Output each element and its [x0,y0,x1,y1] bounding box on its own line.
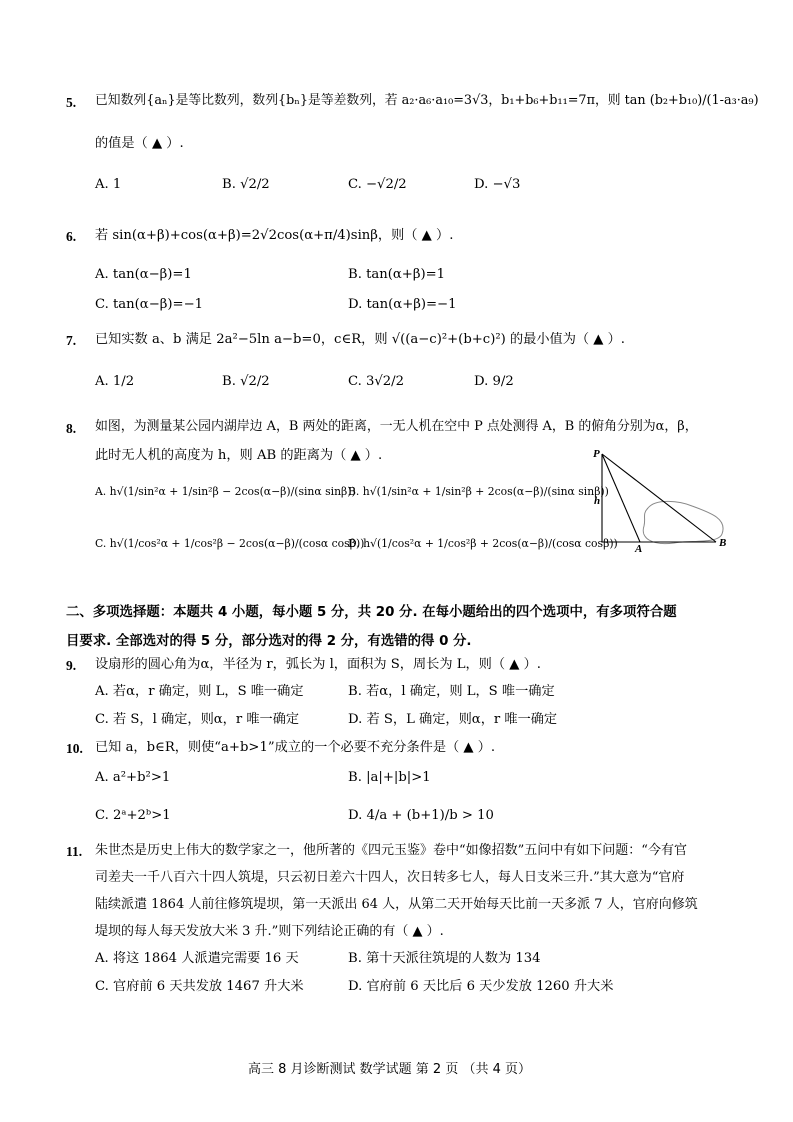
q6-option-c: C. tan(α−β)=−1 [95,297,204,312]
q5-stem-tail: 的值是（ ▲ ）. [95,136,184,151]
q6-option-d: D. tan(α+β)=−1 [348,297,457,312]
q6-option-a: A. tan(α−β)=1 [95,267,192,282]
q8-option-c: C. h√(1/cos²α + 1/cos²β − 2cos(α−β)/(cosα cosβ)) [95,537,365,550]
q10-option-a: A. a²+b²>1 [95,770,171,785]
q7-option-a: A. 1/2 [95,374,135,389]
q11-option-c: C. 官府前 6 天共发放 1467 升大米 [95,979,304,994]
q5-option-d: D. −√3 [474,177,521,192]
q10-option-b: B. |a|+|b|>1 [348,770,431,785]
q7-option-c: C. 3√2/2 [348,374,405,389]
q7-number: 7. [66,333,77,348]
label-p: P [593,448,600,460]
label-a: A [635,543,643,555]
q11-option-b: B. 第十天派往筑堤的人数为 134 [348,951,541,966]
q9-option-d: D. 若 S，L 确定，则α，r 唯一确定 [348,712,558,727]
q6-stem: 若 sin(α+β)+cos(α+β)=2√2cos(α+π/4)sinβ，则（ ▲ ）. [95,228,454,243]
q8-option-b: B. h√(1/sin²α + 1/sin²β + 2cos(α−β)/(sinα sinβ)) [348,485,609,498]
q7-option-d: D. 9/2 [474,374,514,389]
lake-outline [643,501,723,543]
section2-heading-tail: 目要求. 全部选对的得 5 分，部分选对的得 2 分，有选错的得 0 分. [66,634,472,649]
q7-option-b: B. √2/2 [222,374,270,389]
q8-number: 8. [66,421,77,436]
q9-option-c: C. 若 S，l 确定，则α，r 唯一确定 [95,712,300,727]
q6-number: 6. [66,229,77,244]
q11-stem-line4: 堤坝的每人每天发放大米 3 升.”则下列结论正确的有（ ▲ ）. [95,924,444,939]
q11-stem-line3: 陆续派遣 1864 人前往修筑堤坝，第一天派出 64 人，从第二天开始每天比前一天多派 7 人，官府向修筑 [95,897,698,912]
q11-stem-line1: 朱世杰是历史上伟大的数学家之一，他所著的《四元玉鉴》卷中“如像招数”五问中有如下问题：“今有官 [95,843,687,858]
q8-stem-tail: 此时无人机的高度为 h，则 AB 的距离为（ ▲ ）. [95,448,383,463]
q10-option-c: C. 2ᵃ+2ᵇ>1 [95,808,171,823]
q5-number: 5. [66,95,77,110]
label-h: h [594,495,601,507]
q8-stem: 如图，为测量某公园内湖岸边 A，B 两处的距离，一无人机在空中 P 点处测得 A，B 的俯角分别为α，β， [95,419,698,434]
q7-stem: 已知实数 a、b 满足 2a²−5ln a−b=0，c∈R，则 √((a−c)²+(b+c)²) 的最小值为（ ▲ ）. [95,332,625,347]
q6-option-b: B. tan(α+β)=1 [348,267,446,282]
q11-number: 11. [66,844,83,859]
q9-option-b: B. 若α，l 确定，则 L，S 唯一确定 [348,684,555,699]
q8-option-a: A. h√(1/sin²α + 1/sin²β − 2cos(α−β)/(sinα sinβ)) [95,485,356,498]
q8-option-d: D. h√(1/cos²α + 1/cos²β + 2cos(α−β)/(cosα cosβ)) [348,537,618,550]
q8-figure [590,446,735,558]
segment-pa [602,454,640,542]
q5-option-b: B. √2/2 [222,177,270,192]
q11-stem-line2: 司差夫一千八百六十四人筑堤，只云初日差六十四人，次日转多七人，每人日支米三升.”其大意为“官府 [95,870,685,885]
q5-option-a: A. 1 [95,177,122,192]
q10-stem: 已知 a，b∈R，则使“a+b>1”成立的一个必要不充分条件是（ ▲ ）. [95,740,496,755]
q9-stem: 设扇形的圆心角为α，半径为 r，弧长为 l，面积为 S，周长为 L，则（ ▲ ）. [95,657,541,672]
segment-pb [602,454,716,542]
q11-option-d: D. 官府前 6 天比后 6 天少发放 1260 升大米 [348,979,614,994]
label-b: B [719,537,727,549]
section2-heading: 二、多项选择题：本题共 4 小题，每小题 5 分，共 20 分. 在每小题给出的四个选项中，有多项符合题 [66,605,677,620]
q9-option-a: A. 若α，r 确定，则 L，S 唯一确定 [95,684,304,699]
q10-number: 10. [66,741,83,756]
q9-number: 9. [66,658,77,673]
q5-option-c: C. −√2/2 [348,177,407,192]
q11-option-a: A. 将这 1864 人派遣完需要 16 天 [95,951,299,966]
page-footer: 高三 8 月诊断测试 数学试题 第 2 页 （共 4 页） [248,1062,532,1077]
q10-option-d: D. 4/a + (b+1)/b > 10 [348,808,494,823]
q5-stem: 已知数列{aₙ}是等比数列，数列{bₙ}是等差数列，若 a₂·a₆·a₁₀=3√3，b₁+b₆+b₁₁=7π，则 tan (b₂+b₁₀)/(1-a₃·a₉) [95,93,759,108]
